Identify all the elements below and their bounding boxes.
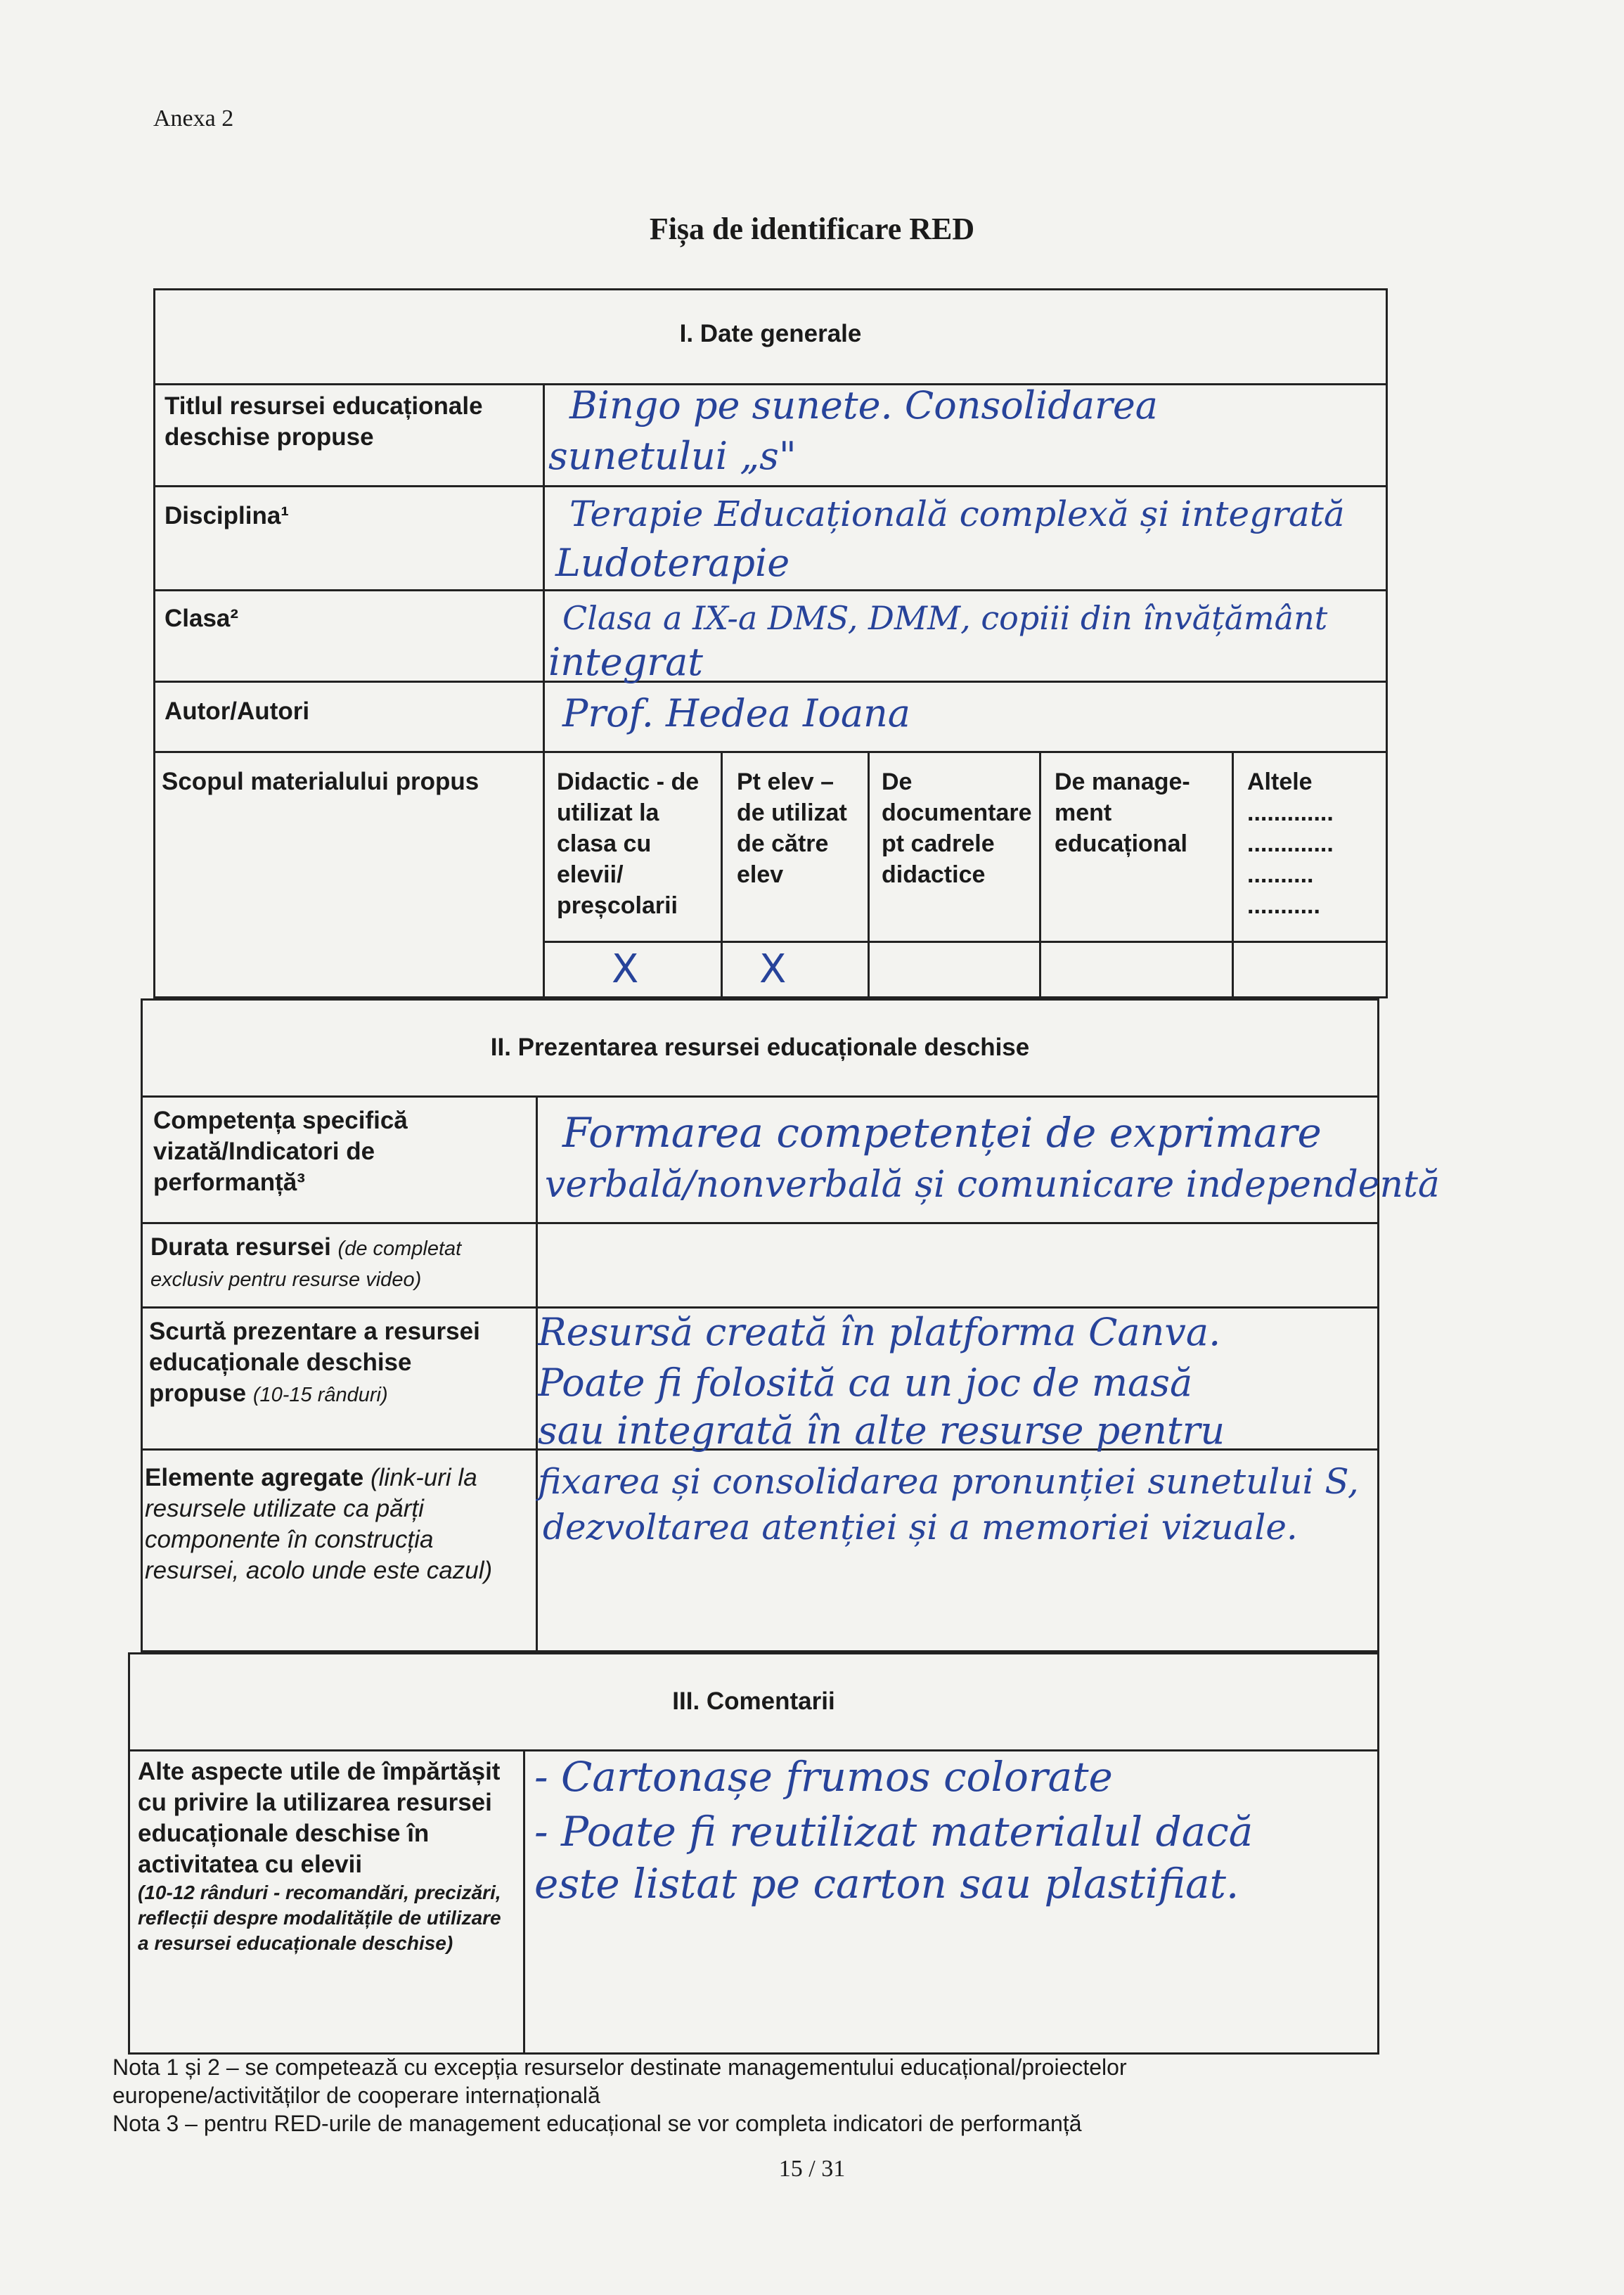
label-prezentare-note: (10-15 rânduri) [252, 1384, 388, 1406]
option-management: De manage-ment educațional [1055, 769, 1190, 857]
value-elemente-line2: dezvoltarea atenției și a memoriei vizuale. [543, 1507, 1298, 1548]
label-disciplina: Disciplina¹ [165, 502, 289, 529]
label-durata-note: (de completat exclusiv pentru resurse video) [150, 1238, 462, 1291]
label-elemente [145, 1462, 524, 1586]
divider [153, 485, 1388, 487]
footnote-1-2: Nota 1 și 2 – se competează cu excepția resurselor destinate managementului educațional/proiectelor europene/activităților de cooperare internațională [112, 2055, 1127, 2108]
column-divider [721, 751, 723, 998]
label-durata-text: Durata resursei [150, 1233, 331, 1261]
value-clasa-line1: Clasa a IX-a DMS, DMM, copiii din învățământ [562, 599, 1328, 637]
label-prezentare [149, 1316, 501, 1409]
page-number: 15 / 31 [778, 2156, 846, 2182]
value-elemente-line1: fixarea și consolidarea pronunției sunetului S, [538, 1461, 1359, 1502]
value-alte-line1: - Cartonașe frumos colorate [534, 1753, 1113, 1801]
value-prezentare-line1: Resursă creată în platforma Canva. [538, 1310, 1221, 1354]
option-altele: Altele ............. ............. .......... ........... [1247, 769, 1334, 919]
divider [153, 589, 1388, 591]
checkmark-elev: X [759, 946, 787, 992]
label-titlu: Titlul resursei educaționale deschise propuse [165, 392, 483, 451]
label-competenta: Competența specifică vizată/Indicatori de performanță³ [153, 1107, 408, 1196]
value-clasa-line2: integrat [548, 640, 703, 684]
label-elemente-text: Elemente agregate [145, 1464, 364, 1491]
value-competenta-line1: Formarea competenței de exprimare [562, 1109, 1322, 1157]
divider [543, 941, 1388, 943]
label-prezentare-text: Scurtă prezentare a resursei educaționale deschise propuse [149, 1318, 480, 1407]
label-alte-aspecte [138, 1756, 503, 1956]
column-divider [868, 751, 870, 998]
value-competenta-line2: verbală/nonverbală și comunicare independentă [545, 1164, 1440, 1206]
column-divider [1039, 751, 1041, 998]
option-documentare: De documentare pt cadrele didactice [882, 769, 1032, 888]
value-autor: Prof. Hedea Ioana [562, 691, 910, 735]
label-elemente-note: (link-uri la resursele utilizate ca părți componente în construcția resursei, acolo unde este cazul) [145, 1464, 493, 1584]
divider [153, 681, 1388, 683]
value-titlu-line2: sunetului „s" [548, 434, 797, 478]
value-prezentare-line2: Poate fi folosită ca un joc de masă [538, 1361, 1193, 1405]
option-elev: Pt elev – de utilizat de către elev [737, 769, 847, 888]
value-titlu-line1: Bingo pe sunete. Consolidarea [569, 383, 1158, 428]
value-prezentare-line3: sau integrată în alte resurse pentru [538, 1408, 1225, 1453]
divider [141, 1222, 1379, 1224]
column-divider [543, 383, 545, 998]
footnote-3: Nota 3 – pentru RED-urile de management educațional se vor completa indicatori de performanță [112, 2111, 1082, 2136]
document-title: Fișa de identificare RED [649, 212, 975, 246]
value-disciplina-line1: Terapie Educațională complexă și integrată [569, 494, 1345, 534]
divider [141, 1095, 1379, 1098]
value-alte-line3: este listat pe carton sau plastifiat. [534, 1860, 1239, 1908]
label-alte-aspecte-note: (10-12 rânduri - recomandări, precizări, reflecții despre modalitățile de utilizare a resursei educaționale deschise) [138, 1882, 501, 1954]
column-divider [1232, 751, 1234, 998]
value-disciplina-line2: Ludoterapie [555, 541, 790, 585]
section-presentation-title: II. Prezentarea resursei educaționale deschise [490, 1034, 1030, 1061]
column-divider [523, 1749, 525, 2055]
section-general-title: I. Date generale [679, 320, 862, 347]
checkmark-didactic: X [612, 946, 639, 992]
label-durata [150, 1232, 523, 1294]
footnotes [112, 2053, 1308, 2138]
section-comments-title: III. Comentarii [672, 1688, 835, 1715]
annex-label: Anexa 2 [153, 105, 234, 131]
divider [153, 751, 1388, 753]
label-scop: Scopul materialului propus [162, 768, 479, 795]
option-didactic: Didactic - de utilizat la clasa cu elevii/ preșcolarii [557, 769, 700, 919]
value-alte-line2: - Poate fi reutilizat materialul dacă [534, 1808, 1254, 1856]
label-clasa: Clasa² [165, 605, 239, 632]
label-autor: Autor/Autori [165, 698, 310, 725]
label-alte-aspecte-text: Alte aspecte utile de împărtășit cu privire la utilizarea resursei educaționale deschise în activitatea cu elevii [138, 1758, 501, 1878]
